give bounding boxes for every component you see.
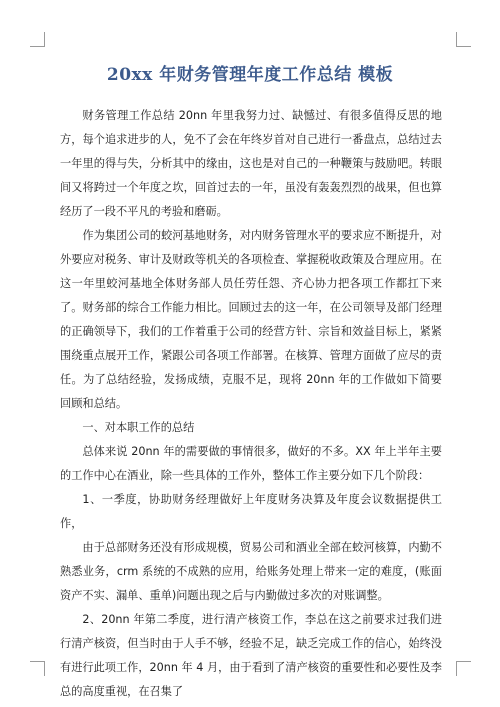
document-title: 20xx 年财务管理年度工作总结 模板 [106, 65, 394, 85]
list-item-q1: 1、一季度，协助财务经理做好上年度财务决算及年度会议数据提供工作， [60, 493, 442, 530]
document-body [60, 104, 442, 704]
list-item-q2: 2、20nn 年第二季度，进行清产核资工作，李总在这之前要求过我们进行清产核资，但当时由于人手不够，经验不足，缺乏完成工作的信心，始终没有进行此项工作，20nn 年 4 月，由于看到了清产核资的重要性和必要性及李总的高度重视，在召集了 [60, 613, 442, 698]
page-corner-mark-bottom-right [456, 661, 471, 676]
paragraph-q1-detail: 由于总部财务还没有形成规模，贸易公司和酒业全部在蛟河核算，内勤不熟悉业务，crm 系统的不成熟的应用，给账务处理上带来一定的难度，(账面资产不实、漏单、重单)问题出现之后与内勤做过多次的对账调整。 [60, 541, 442, 602]
page-corner-mark-top-left [30, 32, 45, 47]
page-corner-mark-bottom-left [30, 661, 45, 676]
page-corner-mark-top-right [456, 32, 471, 47]
paragraph-overview: 总体来说 20nn 年的需要做的事情很多，做好的不多。XX 年上半年主要的工作中心在酒业，除一些具体的工作外，整体工作主要分如下几个阶段： [60, 445, 442, 482]
paragraph-intro: 财务管理工作总结 20nn 年里我努力过、缺憾过、有很多值得反思的地方，每个追求进步的人，免不了会在年终岁首对自己进行一番盘点，总结过去一年里的得与失，分析其中的缘由，这也是对自己的一种鞭策与鼓励吧。转眼间又将跨过一个年度之坎，回首过去的一年，虽没有轰轰烈烈的战果，但也算经历了一段不平凡的考验和磨砺。 [60, 109, 442, 218]
paragraph-background: 作为集团公司的蛟河基地财务，对内财务管理水平的要求应不断提升，对外要应对税务、审计及财政等机关的各项检查、掌握税收政策及合理应用。在这一年里蛟河基地全体财务部人员任劳任怨、齐心协力把各项工作都扛下来了。财务部的综合工作能力相比。回顾过去的这一年，在公司领导及部门经理的正确领导下，我们的工作着重于公司的经营方针、宗旨和效益目标上，紧紧围绕重点展开工作，紧跟公司各项工作部署。在核算、管理方面做了应尽的责任。为了总结经验，发扬成绩，克服不足，现将 20nn 年的工作做如下简要回顾和总结。 [60, 229, 442, 410]
section-heading: 一、对本职工作的总结 [82, 421, 195, 434]
